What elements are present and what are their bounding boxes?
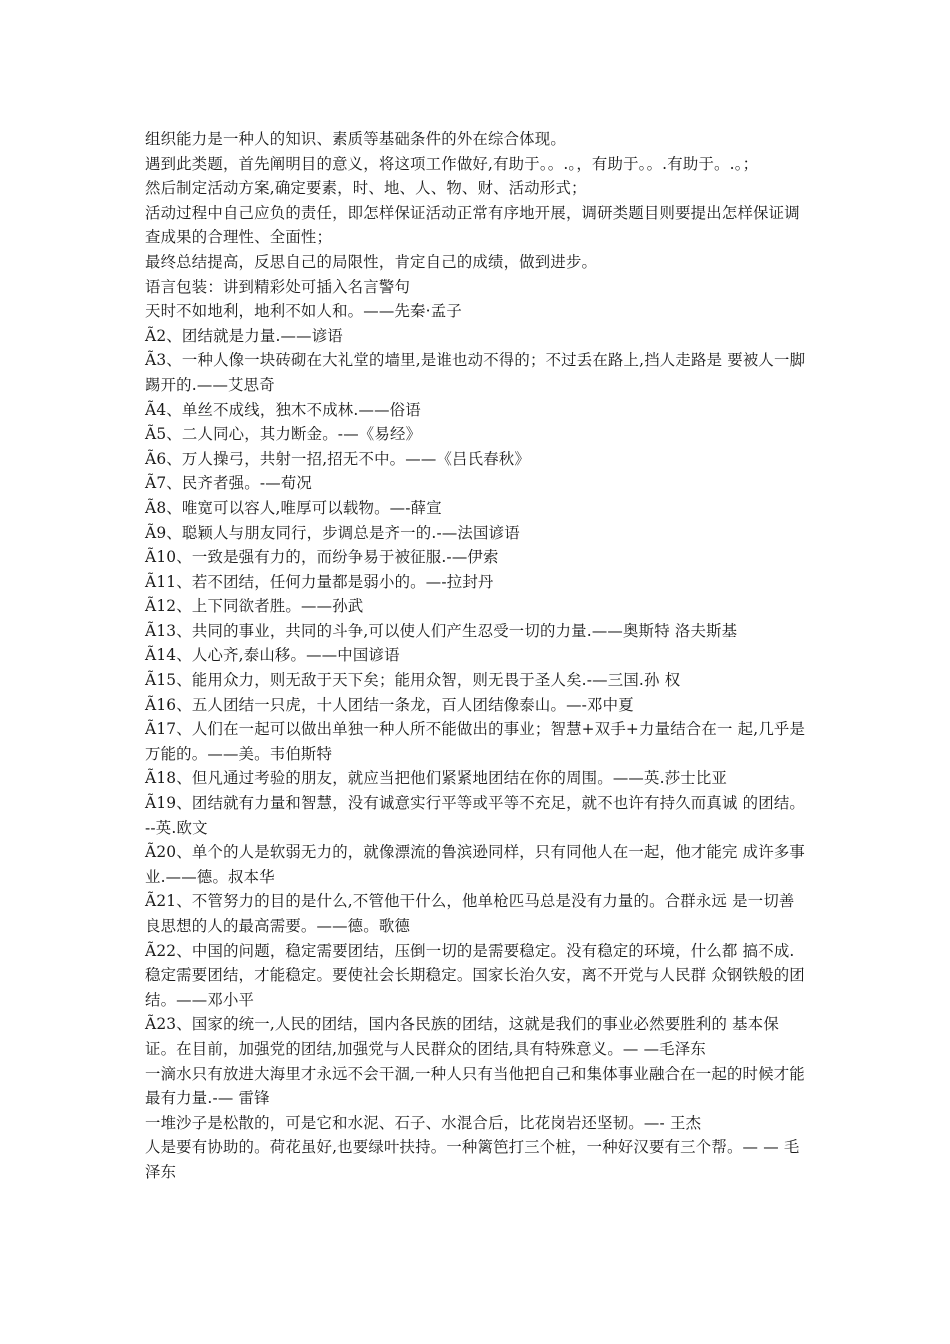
document-body [145,127,807,1185]
quote-item: Ã14、人心齐,泰山移。——中国谚语 [145,646,400,665]
quote-item: 一滴水只有放进大海里才永远不会干涸,一种人只有当他把自己和集体事业融合在一起的时候才能最有力量.-— 雷锋 [145,1064,805,1108]
quote-item: 一堆沙子是松散的，可是它和水泥、石子、水混合后，比花岗岩还坚韧。—- 王杰 [145,1113,702,1132]
quote-item: Ã3、一种人像一块砖砌在大礼堂的墙里,是谁也动不得的；不过丢在路上,挡人走路是 要被人一脚踢开的.——艾思奇 [145,351,806,394]
quote-item: Ã16、五人团结一只虎，十人团结一条龙，百人团结像泰山。—-邓中夏 [145,695,634,714]
quote-item: Ã9、聪颖人与朋友同行，步调总是齐一的.-—法国谚语 [145,523,520,542]
quote-item: 天时不如地利，地利不如人和。——先秦·孟子 [145,302,462,321]
quote-item: Ã12、上下同欲者胜。——孙武 [145,597,364,616]
paragraph-step-4: 最终总结提高，反思自己的局限性，肯定自己的成绩，做到进步。 [145,252,598,271]
quote-item: Ã19、团结就有力量和智慧，没有诚意实行平等或平等不充足，就不也许有持久而真诚 的团结。--英.欧文 [145,794,806,837]
quote-item: Ã17、人们在一起可以做出单独一种人所不能做出的事业；智慧+双手+力量结合在一 起,几乎是万能的。——美。韦伯斯特 [145,720,806,763]
quote-item: Ã18、但凡通过考验的朋友，就应当把他们紧紧地团结在你的周围。——英.莎士比亚 [145,769,728,788]
quote-item: Ã2、团结就是力量.——谚语 [145,326,343,345]
quote-item: Ã5、二人同心，其力断金。-—《易经》 [145,425,422,444]
quote-item: Ã11、若不团结，任何力量都是弱小的。—-拉封丹 [145,572,494,591]
quote-item: 人是要有协助的。荷花虽好,也要绿叶扶持。一种篱笆打三个桩，一种好汉要有三个帮。— — 毛泽东 [145,1138,800,1181]
quote-item: Ã8、唯宽可以容人,唯厚可以载物。—-薛宣 [145,498,442,517]
quote-item: Ã21、不管努力的目的是什么,不管他干什么，他单枪匹马总是没有力量的。合群永远 是一切善良思想的人的最高需要。——德。歌德 [145,892,795,935]
paragraph-step-2: 然后制定活动方案,确定要素，时、地、人、物、财、活动形式； [145,179,587,198]
paragraph-step-3: 活动过程中自己应负的责任，即怎样保证活动正常有序地开展，调研类题目则要提出怎样保证调查成果的合理性、全面性； [145,203,800,247]
quote-item: Ã10、一致是强有力的，而纷争易于被征服.-—伊索 [145,548,499,567]
paragraph-step-1: 遇到此类题，首先阐明目的意义，将这项工作做好,有助于。。.。，有助于。。.有助于。.。； [145,154,759,173]
quote-item: Ã7、民齐者强。-—荀况 [145,474,313,493]
paragraph-intro: 组织能力是一种人的知识、素质等基础条件的外在综合体现。 [145,130,566,148]
quote-item: Ã6、万人操弓，共射一招,招无不中。——《吕氏春秋》 [145,449,530,468]
quote-item: Ã20、单个的人是软弱无力的，就像漂流的鲁滨逊同样，只有同他人在一起，他才能完 成许多事业.——德。叔本华 [145,843,806,886]
quote-item: Ã23、国家的统一,人民的团结，国内各民族的团结，这就是我们的事业必然要胜利的 基本保证。在目前，加强党的团结,加强党与人民群众的团结,具有特殊意义。— —毛泽东 [145,1015,779,1058]
quote-item: Ã4、单丝不成线，独木不成林.——俗语 [145,400,421,419]
paragraph-language-tip: 语言包装：讲到精彩处可插入名言警句 [145,277,411,296]
quote-item: Ã15、能用众力，则无敌于天下矣；能用众智，则无畏于圣人矣.-—三国.孙 权 [145,671,681,690]
quote-item: Ã22、中国的问题，稳定需要团结，压倒一切的是需要稳定。没有稳定的环境，什么都 搞不成.稳定需要团结，才能稳定。要使社会长期稳定。国家长治久安，离不开党与人民群 众钢铁般的团结。——邓小平 [145,941,805,1009]
quote-item: Ã13、共同的事业，共同的斗争,可以使人们产生忍受一切的力量.——奥斯特 洛夫斯基 [145,621,738,640]
